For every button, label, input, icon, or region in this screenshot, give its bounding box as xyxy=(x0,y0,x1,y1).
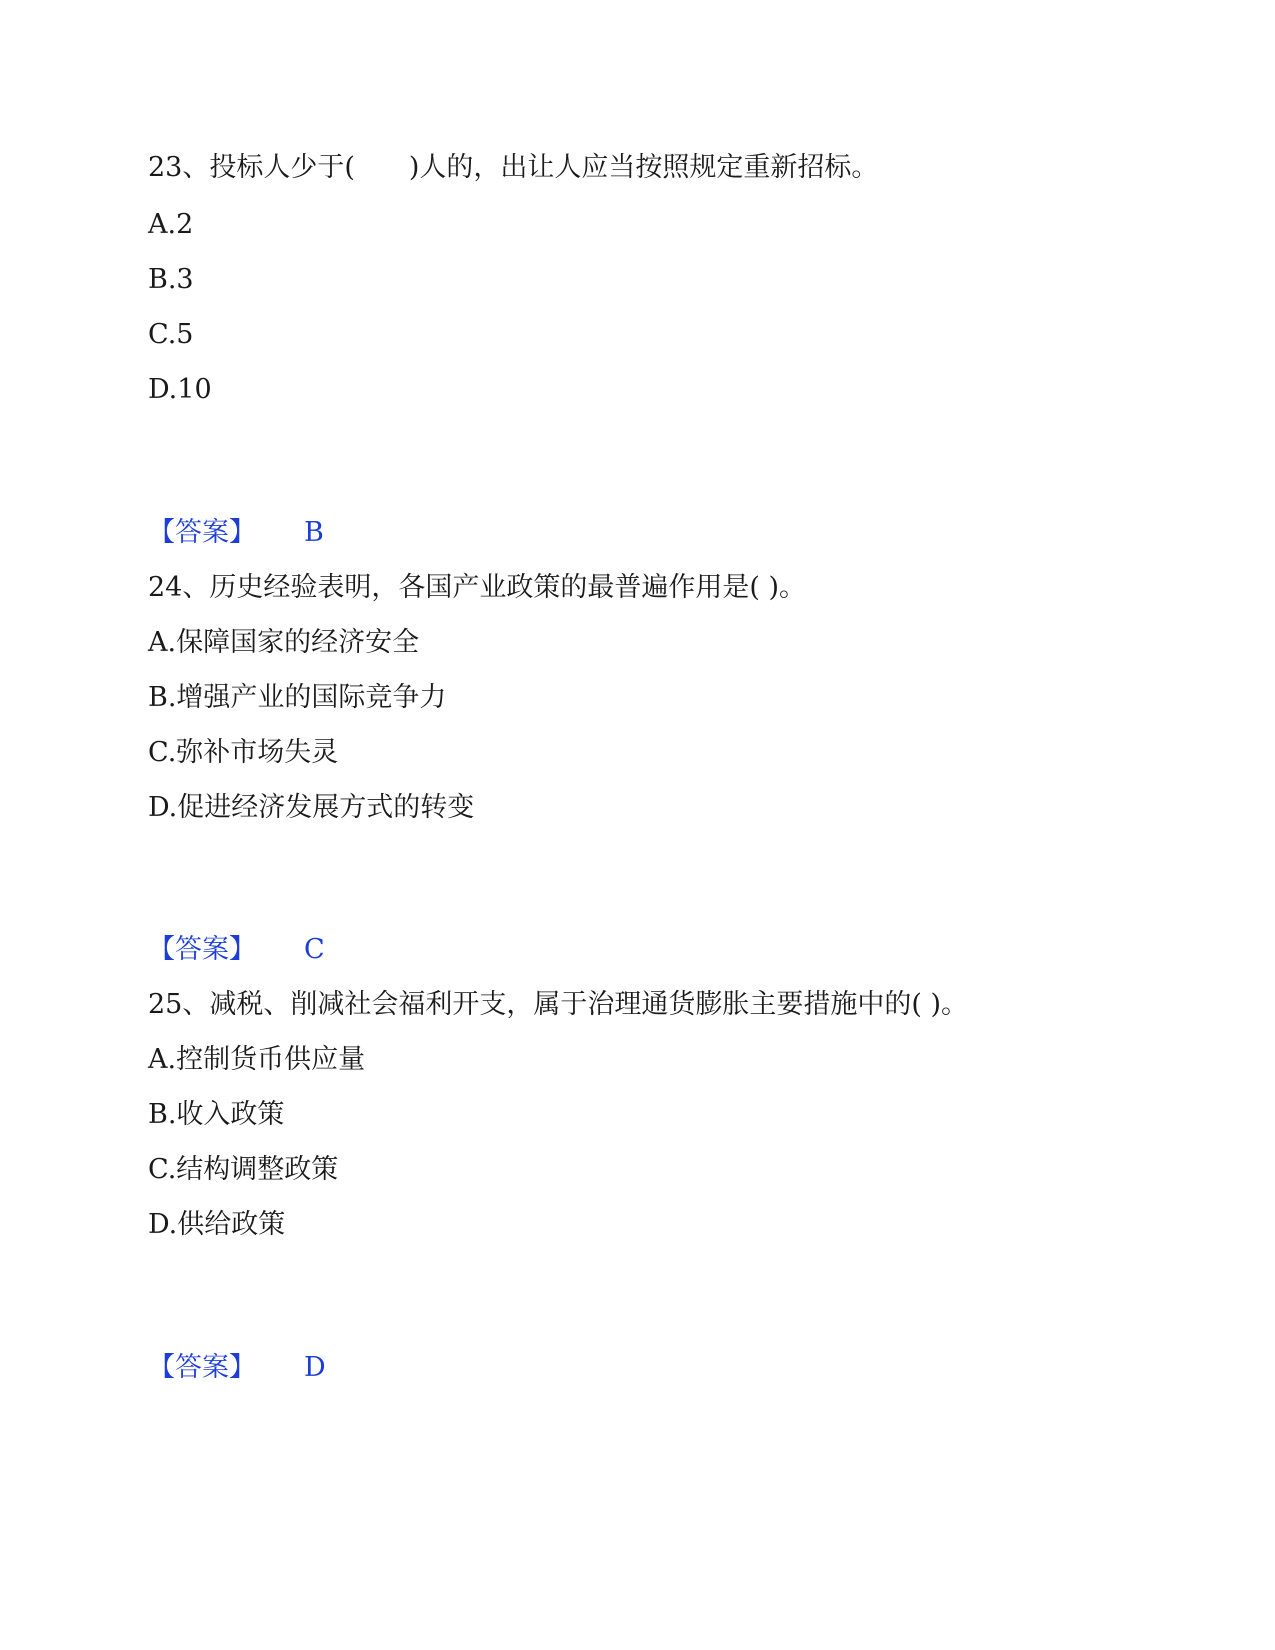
question-23-answer: B xyxy=(304,517,324,548)
question-24-answer: C xyxy=(304,934,325,965)
question-24-option-b: B.增强产业的国际竞争力 xyxy=(148,682,447,713)
question-25-option-c: C.结构调整政策 xyxy=(148,1154,339,1185)
question-25-answer: D xyxy=(304,1352,326,1383)
question-23-option-d: D.10 xyxy=(148,374,212,405)
question-23-answer-label: 【答案】 xyxy=(148,517,256,548)
question-24-option-d: D.促进经济发展方式的转变 xyxy=(148,792,475,823)
question-25-option-b: B.收入政策 xyxy=(148,1099,285,1130)
question-24-answer-label: 【答案】 xyxy=(148,934,256,965)
question-25-text: 25、减税、削减社会福利开支，属于治理通货膨胀主要措施中的( )。 xyxy=(148,989,969,1020)
question-24-option-a: A.保障国家的经济安全 xyxy=(148,627,420,658)
question-23-text: 23、投标人少于( )人的，出让人应当按照规定重新招标。 xyxy=(148,152,879,183)
question-25-option-a: A.控制货币供应量 xyxy=(148,1044,366,1075)
question-23-option-c: C.5 xyxy=(148,319,194,350)
question-24-text: 24、历史经验表明，各国产业政策的最普遍作用是( )。 xyxy=(148,572,807,603)
question-23-option-a: A.2 xyxy=(148,209,194,240)
question-24-option-c: C.弥补市场失灵 xyxy=(148,737,339,768)
question-25-option-d: D.供给政策 xyxy=(148,1209,286,1240)
question-25-answer-label: 【答案】 xyxy=(148,1352,256,1383)
question-23-option-b: B.3 xyxy=(148,264,194,295)
